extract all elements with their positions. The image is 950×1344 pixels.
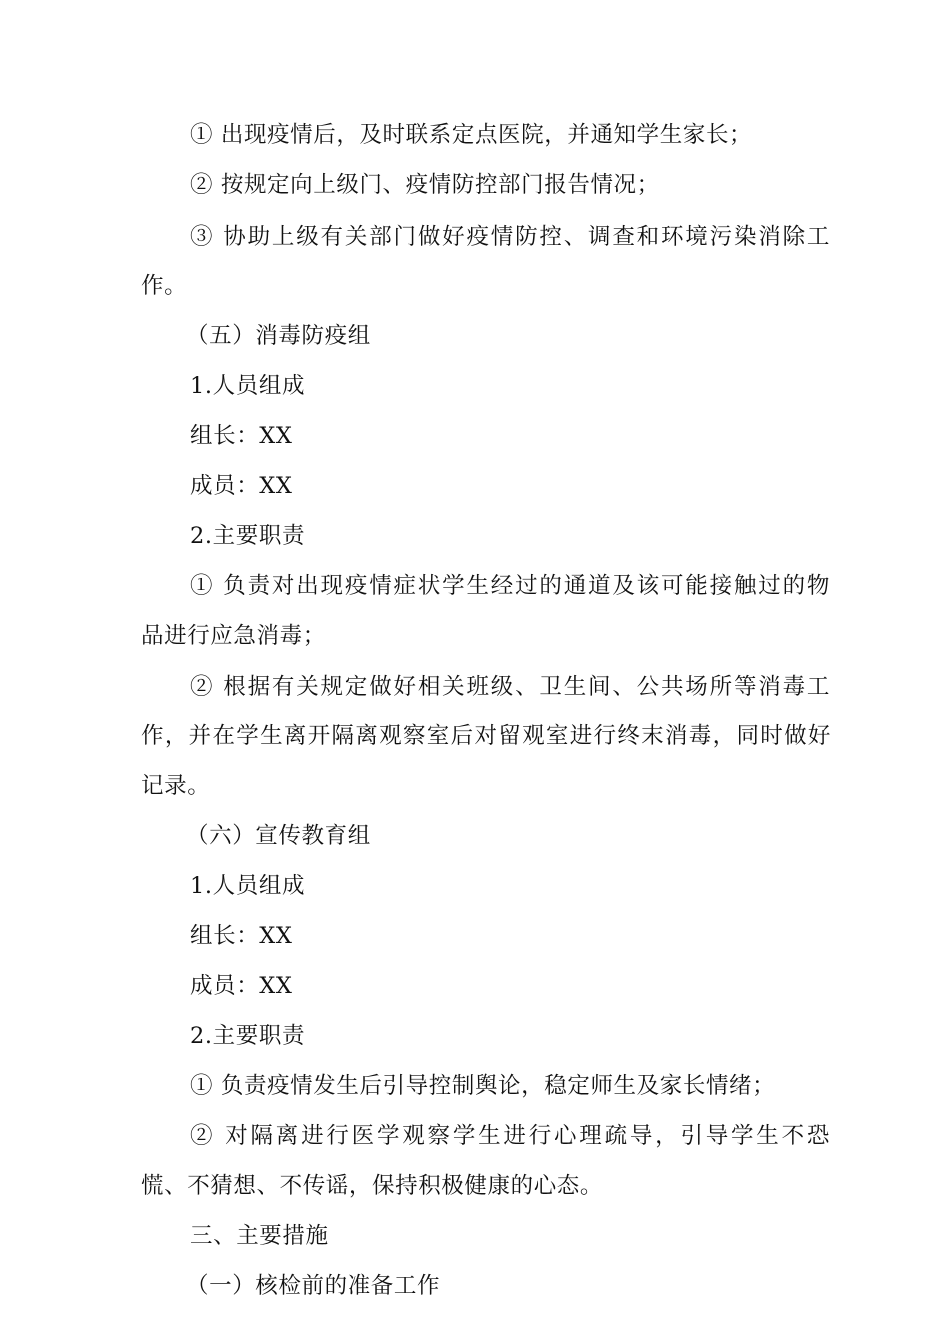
paragraph-line: ① 出现疫情后，及时联系定点医院，并通知学生家长；	[190, 122, 753, 148]
paragraph-line: ② 对隔离进行医学观察学生进行心理疏导，引导学生不恐	[190, 1123, 830, 1149]
paragraph-line: ② 按规定向上级门、疫情防控部门报告情况；	[190, 172, 660, 198]
paragraph-line: 品进行应急消毒；	[141, 623, 326, 649]
section-heading: （一）核检前的准备工作	[186, 1273, 441, 1299]
paragraph-line: 作，并在学生离开隔离观察室后对留观室进行终末消毒，同时做好	[141, 723, 831, 749]
paragraph-line: 组长：XX	[190, 923, 293, 949]
subheading: 2.主要职责	[190, 523, 306, 549]
section-heading: （六）宣传教育组	[186, 823, 371, 849]
paragraph-line: 慌、不猜想、不传谣，保持积极健康的心态。	[141, 1173, 604, 1199]
paragraph-line: ① 负责对出现疫情症状学生经过的通道及该可能接触过的物	[190, 573, 830, 599]
section-heading: （五）消毒防疫组	[186, 323, 371, 349]
paragraph-line: ② 根据有关规定做好相关班级、卫生间、公共场所等消毒工	[190, 674, 830, 700]
subheading: 1.人员组成	[190, 373, 306, 399]
paragraph-line: 记录。	[141, 773, 211, 799]
paragraph-line: 成员：XX	[190, 973, 293, 999]
paragraph-line: 组长：XX	[190, 423, 293, 449]
paragraph-line: ① 负责疫情发生后引导控制舆论，稳定师生及家长情绪；	[190, 1073, 776, 1099]
paragraph-line: 作。	[141, 273, 188, 299]
paragraph-line: ③ 协助上级有关部门做好疫情防控、调查和环境污染消除工	[190, 224, 830, 250]
paragraph-line: 成员：XX	[190, 473, 293, 499]
subheading: 2.主要职责	[190, 1023, 306, 1049]
subheading: 1.人员组成	[190, 873, 306, 899]
section-heading: 三、主要措施	[190, 1223, 329, 1249]
